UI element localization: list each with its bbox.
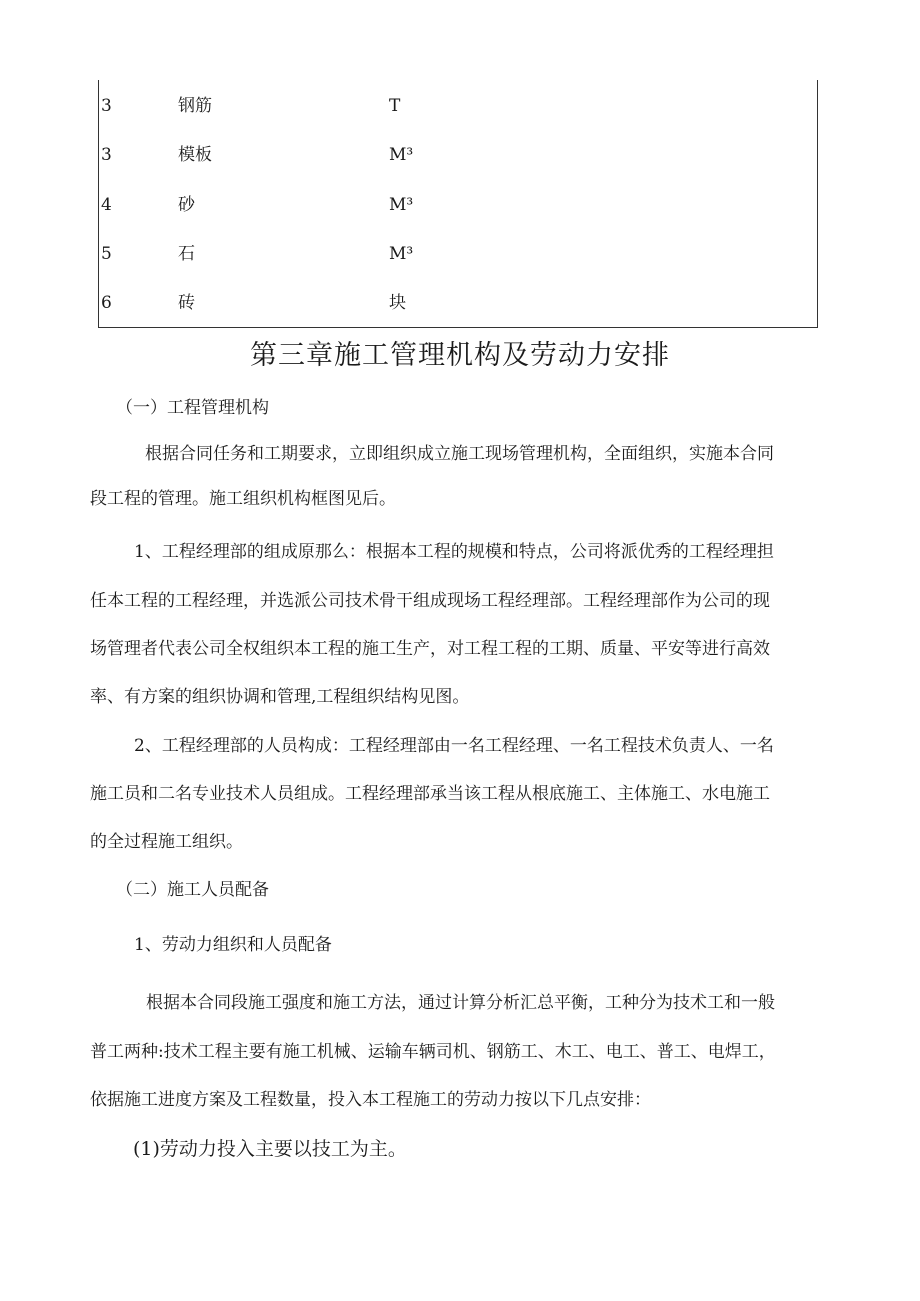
paragraph-line: 施工员和二名专业技术人员组成。工程经理部承当该工程从根底施工、主体施工、水电施工: [90, 784, 770, 804]
chapter-title: 第三章施工管理机构及劳动力安排: [250, 340, 670, 371]
paragraph-line: 任本工程的工程经理，并选派公司技术骨干组成现场工程经理部。工程经理部作为公司的现: [90, 591, 770, 611]
paragraph-line: 2、工程经理部的人员构成：工程经理部由一名工程经理、一名工程技术负责人、一名: [134, 736, 774, 756]
material-unit: T: [389, 96, 401, 116]
paragraph-line: 普工两种:技术工程主要有施工机械、运输车辆司机、钢筋工、木工、电工、普工、电焊工，: [90, 1042, 776, 1062]
material-unit: M³: [389, 145, 414, 165]
table-row: [99, 91, 817, 121]
material-name: 模板: [178, 145, 212, 165]
section-heading-management: （一）工程管理机构: [116, 398, 269, 418]
row-number: 4: [101, 195, 112, 215]
material-name: 砖: [178, 293, 195, 313]
paragraph-line: 根据合同任务和工期要求，立即组织成立施工现场管理机构，全面组织，实施本合同: [145, 444, 774, 464]
material-unit: M³: [389, 195, 414, 215]
material-name: 钢筋: [178, 96, 212, 116]
paragraph-line: 依据施工进度方案及工程数量，投入本工程施工的劳动力按以下几点安排：: [90, 1090, 651, 1110]
row-number: 3: [101, 96, 112, 116]
row-number: 3: [101, 145, 112, 165]
material-name: 砂: [178, 195, 195, 215]
row-number: 6: [101, 293, 112, 313]
material-unit: M³: [389, 244, 414, 264]
paragraph-line: 的全过程施工组织。: [90, 832, 243, 852]
material-unit: 块: [389, 293, 406, 313]
list-item: (1)劳动力投入主要以技工为主。: [133, 1138, 407, 1160]
section-heading-staffing: （二）施工人员配备: [116, 880, 269, 900]
paragraph-line: 段工程的管理。施工组织机构框图见后。: [90, 489, 396, 509]
row-number: 5: [101, 244, 112, 264]
materials-table: [98, 80, 818, 328]
paragraph-line: 1、工程经理部的组成原那么：根据本工程的规模和特点，公司将派优秀的工程经理担: [134, 542, 774, 562]
table-row: [99, 190, 817, 220]
paragraph-line: 根据本合同段施工强度和施工方法，通过计算分析汇总平衡，工种分为技术工和一般: [146, 993, 775, 1013]
subsection-heading: 1、劳动力组织和人员配备: [134, 935, 332, 955]
paragraph-line: 场管理者代表公司全权组织本工程的施工生产，对工程工程的工期、质量、平安等进行高效: [90, 639, 770, 659]
table-row: [99, 239, 817, 269]
table-row: [99, 140, 817, 170]
material-name: 石: [178, 244, 195, 264]
paragraph-line: 率、有方案的组织协调和管理,工程组织结构见图。: [90, 687, 470, 707]
table-row: [99, 288, 817, 318]
